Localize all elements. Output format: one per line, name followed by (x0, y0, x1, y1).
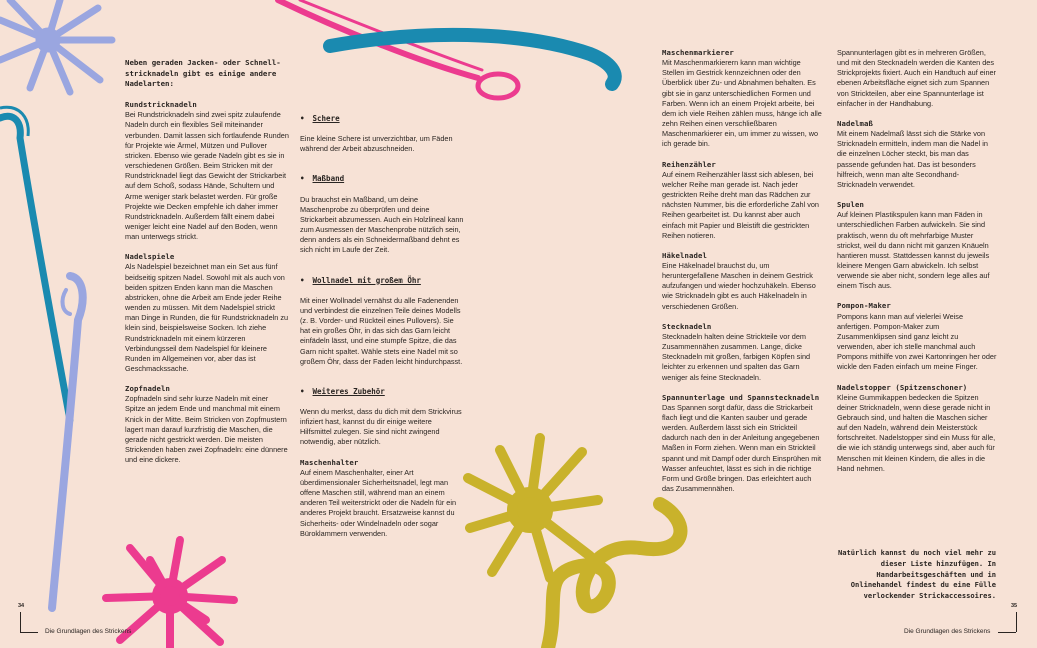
heading-reihenzaehler: Reihenzähler (662, 159, 716, 169)
text-spannunterlage: Das Spannen sorgt dafür, dass die Strickarbeit flach liegt und die Kanten sauber und gerade werden. Außerdem lässt sich ein Strickteil dadurch nach den in der Anleitung angegebenen Maßen in Form ziehen. Wenn man ein Strickteil spannt und mit Dampf oder durch Einsprühen mit Wasser anfeuchtet, lässt es sich in die richtige Form und Größe bringen. Das erleichtert auch das Zusammennähen. (662, 402, 821, 494)
footer-left: Die Grundlagen des Strickens (45, 628, 132, 635)
text-spulen: Auf kleinen Plastikspulen kann man Fäden in unterschiedlichen Farben aufwickeln. Sie sind praktisch, wenn du oft mehrfarbige Muster strickst, weil du dann nicht mit ganzen Knäueln hantieren musst. Stattdessen kannst du jeweils kleinere Mengen Garn abwickeln. Ich selbst verwende sie aber nicht, sondern lege alles auf einem Tisch aus. (837, 210, 990, 291)
footer-rule-left-h (20, 632, 38, 633)
text-pompon-maker: Pompons kann man auf vielerlei Weise anfertigen. Pompon-Maker zum Zusammenklipsen sind ganz leicht zu verwenden, aber ich stelle manchmal auch Pompons mithilfe von zwei Kartonringen her oder wickle den Faden einfach um meine Finger. (837, 311, 997, 372)
text-haekelnadel: Eine Häkelnadel brauchst du, um heruntergefallene Maschen in deinem Gestrick aufzufangen und wieder hochzuhäkeln. Ebenso wie Stricknadeln gibt es auch Häkelnadeln in verschiedenen Größen. (662, 260, 816, 311)
page-number-right: 35 (1011, 603, 1018, 609)
right-column-2 (837, 48, 997, 474)
mustard-flower-icon (468, 438, 598, 578)
mustard-yarn-icon (548, 504, 680, 648)
text-stecknadeln: Stecknadeln halten deine Strickteile vor dem Zusammennähen zusammen. Lange, dicke Stecknadeln mit großen, farbigen Köpfen sind leichter zu erkennen und spalten das Garn weniger als feine Stecknadeln. (662, 331, 811, 382)
footer-right: Die Grundlagen des Strickens (904, 628, 991, 635)
text-maschenmarkierer: Mit Maschenmarkierern kann man wichtige Stellen im Gestrick kennzeichnen oder den Überblick über Zu- und Abnahmen behalten. Es gibt sie in ganz unterschiedlichen Formen und Farben. Wenn ich an einem Projekt arbeite, bei dem ich viele Reihen zählen muss, hänge ich alle zehn Reihen einen verschließbaren Maschenmarkierer ein, um immer zu wissen, wo ich gerade bin. (662, 58, 822, 149)
lavender-flower-icon (0, 0, 112, 92)
heading-haekelnadel: Häkelnadel (662, 250, 707, 260)
lavender-hook-icon (52, 276, 83, 608)
heading-stecknadeln: Stecknadeln (662, 321, 712, 331)
heading-maschenhalter: Maschenhalter (300, 457, 359, 467)
heading-nadelstopper: Nadelstopper (Spitzenschoner) (837, 382, 968, 392)
text-zubehoer: Wenn du merkst, dass du dich mit dem Strickvirus infiziert hast, kannst du dir einige weitere Hilfsmittel zulegen. Sie sind nicht zwingend notwendig, aber nützlich. (300, 406, 462, 447)
footer-rule-right (1016, 612, 1017, 632)
bullet-wollnadel: • Wollnadel mit großem Öhr (300, 275, 421, 285)
bullet-schere: • Schere (300, 114, 340, 123)
heading-nadelspiele: Nadelspiele (125, 252, 175, 262)
text-nadelmass: Mit einem Nadelmaß lässt sich die Stärke von Stricknadeln ermitteln, indem man die Nadel in die einzelnen Löcher steckt, bis man das passende gefunden hat. Das ist besonders hilfreich, wenn man alte Secondhand-Stricknadeln verwendet. (837, 129, 988, 189)
text-maschenhalter: Auf einem Maschenhalter, einer Art überdimensionaler Sicherheitsnadel, legt man offene Maschen still, während man an einem anderen Teil weiterstrickt oder die Nadeln für ein anderes Projekt braucht. Ersatzweise kannst du Sicherheits- oder Windelnadeln oder sogar Büroklammern verwenden. (300, 467, 457, 538)
heading-zubehoer: Weiteres Zubehör (312, 386, 385, 396)
heading-wollnadel: Wollnadel mit großem Öhr (312, 275, 421, 285)
left-column-1 (125, 58, 290, 465)
page-number-left: 34 (18, 603, 25, 609)
text-zopfnadeln: Zopfnadeln sind sehr kurze Nadeln mit einer Spitze an jedem Ende und manchmal mit einem Knick in der Mitte. Beim Stricken von Zopfmustern lagert man darauf kurzfristig die Maschen, die gerade nicht gestrickt werden. Die meisten Strickenden haben zwei Zopfnadeln: eine dünnere und eine dickere. (125, 394, 288, 465)
text-schere: Eine kleine Schere ist unverzichtbar, um Fäden während der Arbeit abzuschneiden. (300, 134, 453, 154)
pink-needle-icon (278, 0, 518, 98)
blue-needle-icon (0, 107, 70, 420)
heading-rundstricknadeln: Rundstricknadeln (125, 100, 197, 110)
heading-zopfnadeln: Zopfnadeln (125, 384, 170, 394)
text-massband: Du brauchst ein Maßband, um deine Maschenprobe zu überprüfen und deine Strickarbeit abzumessen. Auch ein Holzlineal kann zum Ausmessen der Maschenprobe nützlich sein, denn anders als ein Schneidermaßband dehnt es sich nicht im Laufe der Zeit. (300, 194, 464, 255)
text-rundstricknadeln: Bei Rundstricknadeln sind zwei spitz zulaufende Nadeln durch ein flexibles Seil miteinander verbunden. Damit lassen sich fortlaufende Runden für Projekte wie Ärmel, Mützen und Pullover stricken. Ebenso wie gerade Nadeln gibt es sie in verschiedenen Größen. Beim Stricken mit der Rundstricknadel liegt das Gewicht der Strickarbeit auf dem Schoß, sodass Hände, Schultern und Arme weniger stark belastet werden. Für große Projekte wie Decken empfehle ich daher immer Rundstricknadeln. Außerdem fällt einem dabei weniger leicht eine Nadel auf den Boden, wenn man unterwegs strickt. (125, 110, 289, 242)
text-nadelstopper: Kleine Gummikappen bedecken die Spitzen deiner Stricknadeln, wenn diese gerade nicht in Gebrauch sind, und halten die Maschen sicher auf den Nadeln, während dein Meisterstück fortschreitet. Nadelstopper sind ein Muss für alle, die wie ich ständig unterwegs sind, aber auch für Menschen mit kleinen Kindern, die alles in die Hand nehmen. (837, 392, 996, 473)
heading-massband: Maßband (312, 174, 345, 184)
intro-text: Neben geraden Jacken- oder Schnell-stricknadeln gibt es einige andere Nadelarten: (125, 58, 281, 89)
heading-spulen: Spulen (837, 200, 864, 210)
left-column-2 (300, 114, 465, 539)
heading-pompon-maker: Pompon-Maker (837, 301, 891, 311)
footer-rule-right-h (998, 632, 1016, 633)
heading-schere: Schere (312, 114, 340, 123)
closing-note: Natürlich kannst du noch viel mehr zu dieser Liste hinzufügen. In Handarbeitsgeschäften und in Onlinehandel findest du eine Fülle verlockender Strickaccessoires. (837, 548, 996, 601)
bullet-massband: • Maßband (300, 174, 345, 184)
right-column-1 (662, 48, 822, 494)
text-reihenzaehler: Auf einem Reihenzähler lässt sich ablesen, bei welcher Reihe man gerade ist. Nach jeder gestrickten Reihe dreht man das Rädchen zur nächsten Nummer, bis die erforderliche Zahl von Reihen gearbeitet ist. Du kannst aber auch einfach mit Papier und Bleistift die gestrickten Reihen notieren. (662, 169, 819, 240)
text-nadelspiele: Als Nadelspiel bezeichnet man ein Set aus fünf beidseitig spitzen Nadel. Sowohl mit als auch von beiden spitzen Enden kann man die Maschen abstricken, ohne die Arbeit am Ende jeder Reihe wenden zu müssen. Mit dem Nadelspiel strickt man Dinge in Runden, die für Rundstricknadeln zu klein sind, beispielsweise Socken. Ich ziehe Rundstricknadeln mit einem kürzeren Verbindungsseil dem Nadelspiel für kleinere Runden im Allgemeinen vor, aber das ist Geschmackssache. (125, 262, 289, 374)
bullet-zubehoer: • Weiteres Zubehör (300, 386, 385, 396)
text-wollnadel: Mit einer Wollnadel vernähst du alle Fadenenden und verbindest die einzelnen Teile deines Modells (z. B. Vorder- und Rückteil eines Pullovers). Sie hat ein großes Öhr, in das sich das Garn leicht einfädeln lässt, und eine stumpfe Spitze, die das Garn nicht spaltet. Wähle stets eine Nadel mit so großem Öhr, dass der Faden leicht hindurchpasst. (300, 295, 463, 366)
text-spannunterlage-cont: Spannunterlagen gibt es in mehreren Größen, und mit den Stecknadeln werden die Kanten des Strickprojekts fixiert. Auch ein Handtuch auf einer ebenen Arbeitsfläche eignet sich zum Spannen von Strickteilen, aber eine Spannunterlage ist einfacher in der Handhabung. (837, 48, 996, 108)
heading-nadelmass: Nadelmaß (837, 118, 873, 128)
footer-rule-left (20, 612, 21, 632)
heading-spannunterlage: Spannunterlage und Spannstecknadeln (662, 392, 820, 402)
heading-maschenmarkierer: Maschenmarkierer (662, 48, 734, 57)
